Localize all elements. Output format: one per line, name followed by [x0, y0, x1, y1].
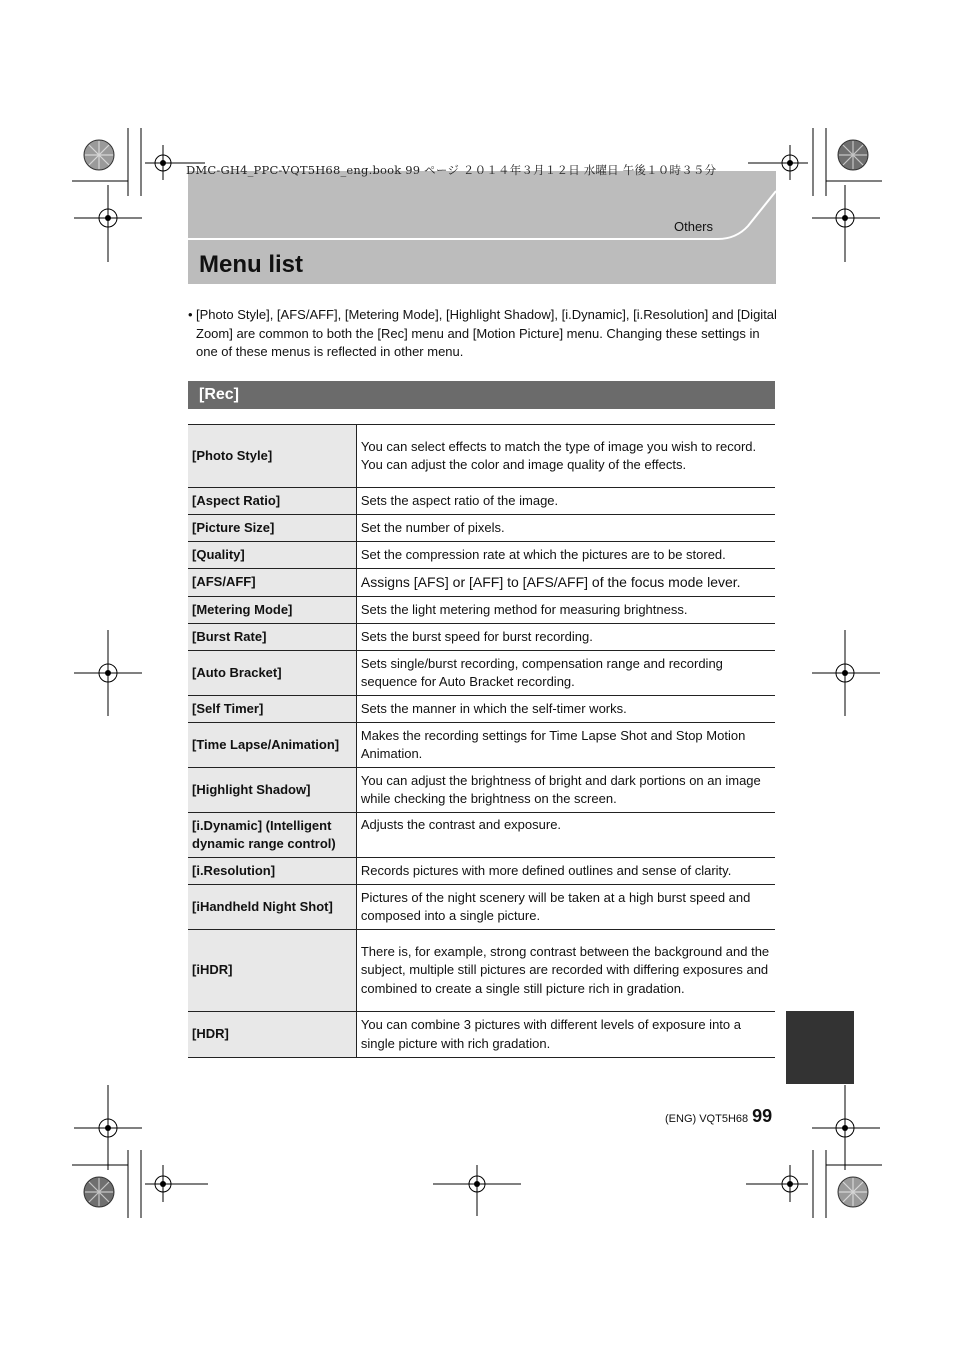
menu-table — [188, 424, 775, 1058]
menu-item-desc: You can combine 3 pictures with different levels of exposure into a single picture with rich gradation. — [356, 1012, 775, 1058]
menu-item-name: [iHDR] — [188, 930, 356, 1012]
print-line: DMC-GH4_PPC-VQT5H68_eng.book 99 ページ ２０１４年３月１２日 水曜日 午後１０時３５分 — [186, 163, 717, 177]
table-row — [188, 425, 775, 488]
menu-item-desc: You can adjust the brightness of bright and dark portions on an image while checking the brightness on the screen. — [356, 768, 775, 813]
menu-item-desc: Sets single/burst recording, compensation range and recording sequence for Auto Bracket recording. — [356, 651, 775, 696]
table-row — [188, 885, 775, 930]
menu-item-name: [Self Timer] — [188, 696, 356, 723]
table-row — [188, 1012, 775, 1058]
table-row — [188, 723, 775, 768]
menu-item-desc: Sets the manner in which the self-timer works. — [356, 696, 775, 723]
menu-item-desc: Adjusts the contrast and exposure. — [356, 813, 775, 858]
table-row — [188, 651, 775, 696]
menu-item-desc: Sets the light metering method for measuring brightness. — [356, 597, 775, 624]
menu-item-name: [Highlight Shadow] — [188, 768, 356, 813]
menu-item-name: [Burst Rate] — [188, 624, 356, 651]
menu-item-name: [i.Resolution] — [188, 858, 356, 885]
page-footer — [665, 1106, 772, 1127]
table-row — [188, 569, 775, 597]
table-row — [188, 597, 775, 624]
table-row — [188, 488, 775, 515]
rec-heading-label: [Rec] — [199, 386, 240, 403]
menu-item-desc: Pictures of the night scenery will be taken at a high burst speed and composed into a single picture. — [356, 885, 775, 930]
menu-item-desc: Set the compression rate at which the pictures are to be stored. — [356, 542, 775, 569]
menu-item-name: [AFS/AFF] — [188, 569, 356, 597]
menu-item-name: [Aspect Ratio] — [188, 488, 356, 515]
menu-item-name: [Photo Style] — [188, 425, 356, 488]
table-row — [188, 696, 775, 723]
model-code: (ENG) VQT5H68 — [665, 1113, 749, 1125]
section-label: Others — [674, 219, 714, 234]
rec-section-heading — [188, 381, 775, 409]
table-row — [188, 624, 775, 651]
menu-item-desc: Assigns [AFS] or [AFF] to [AFS/AFF] of the focus mode lever. — [356, 569, 775, 597]
menu-item-desc: Sets the aspect ratio of the image. — [356, 488, 775, 515]
menu-item-name: [Quality] — [188, 542, 356, 569]
table-row — [188, 515, 775, 542]
chapter-tab — [786, 1011, 854, 1084]
menu-item-name: [iHandheld Night Shot] — [188, 885, 356, 930]
menu-item-name: [Auto Bracket] — [188, 651, 356, 696]
menu-item-name: [Picture Size] — [188, 515, 356, 542]
intro-note — [188, 306, 778, 362]
menu-item-name: [HDR] — [188, 1012, 356, 1058]
page-title: Menu list — [199, 251, 304, 278]
menu-item-desc: Records pictures with more defined outlines and sense of clarity. — [356, 858, 775, 885]
table-row — [188, 930, 775, 1012]
menu-item-desc: Sets the burst speed for burst recording. — [356, 624, 775, 651]
menu-item-desc: There is, for example, strong contrast between the background and the subject, multiple still pictures are recorded with differing exposures and combined to create a single still picture rich in gradation. — [356, 930, 775, 1012]
menu-item-desc: You can select effects to match the type of image you wish to record. You can adjust the color and image quality of the effects. — [356, 425, 775, 488]
menu-item-name: [Metering Mode] — [188, 597, 356, 624]
table-row — [188, 768, 775, 813]
bullet-icon: • — [188, 307, 193, 322]
menu-item-desc: Set the number of pixels. — [356, 515, 775, 542]
table-row — [188, 858, 775, 885]
table-row — [188, 813, 775, 858]
menu-item-name: [Time Lapse/Animation] — [188, 723, 356, 768]
menu-item-name: [i.Dynamic] (Intelligent dynamic range control) — [188, 813, 356, 858]
table-row — [188, 542, 775, 569]
intro-text: [Photo Style], [AFS/AFF], [Metering Mode], [Highlight Shadow], [i.Dynamic], [i.Resolution] and [Digital Zoom] are common to both the [Rec] menu and [Motion Picture] menu. Changing these settings in one of these menus is reflected in other menu. — [196, 307, 777, 359]
menu-item-desc: Makes the recording settings for Time Lapse Shot and Stop Motion Animation. — [356, 723, 775, 768]
page-number: 99 — [752, 1106, 773, 1126]
